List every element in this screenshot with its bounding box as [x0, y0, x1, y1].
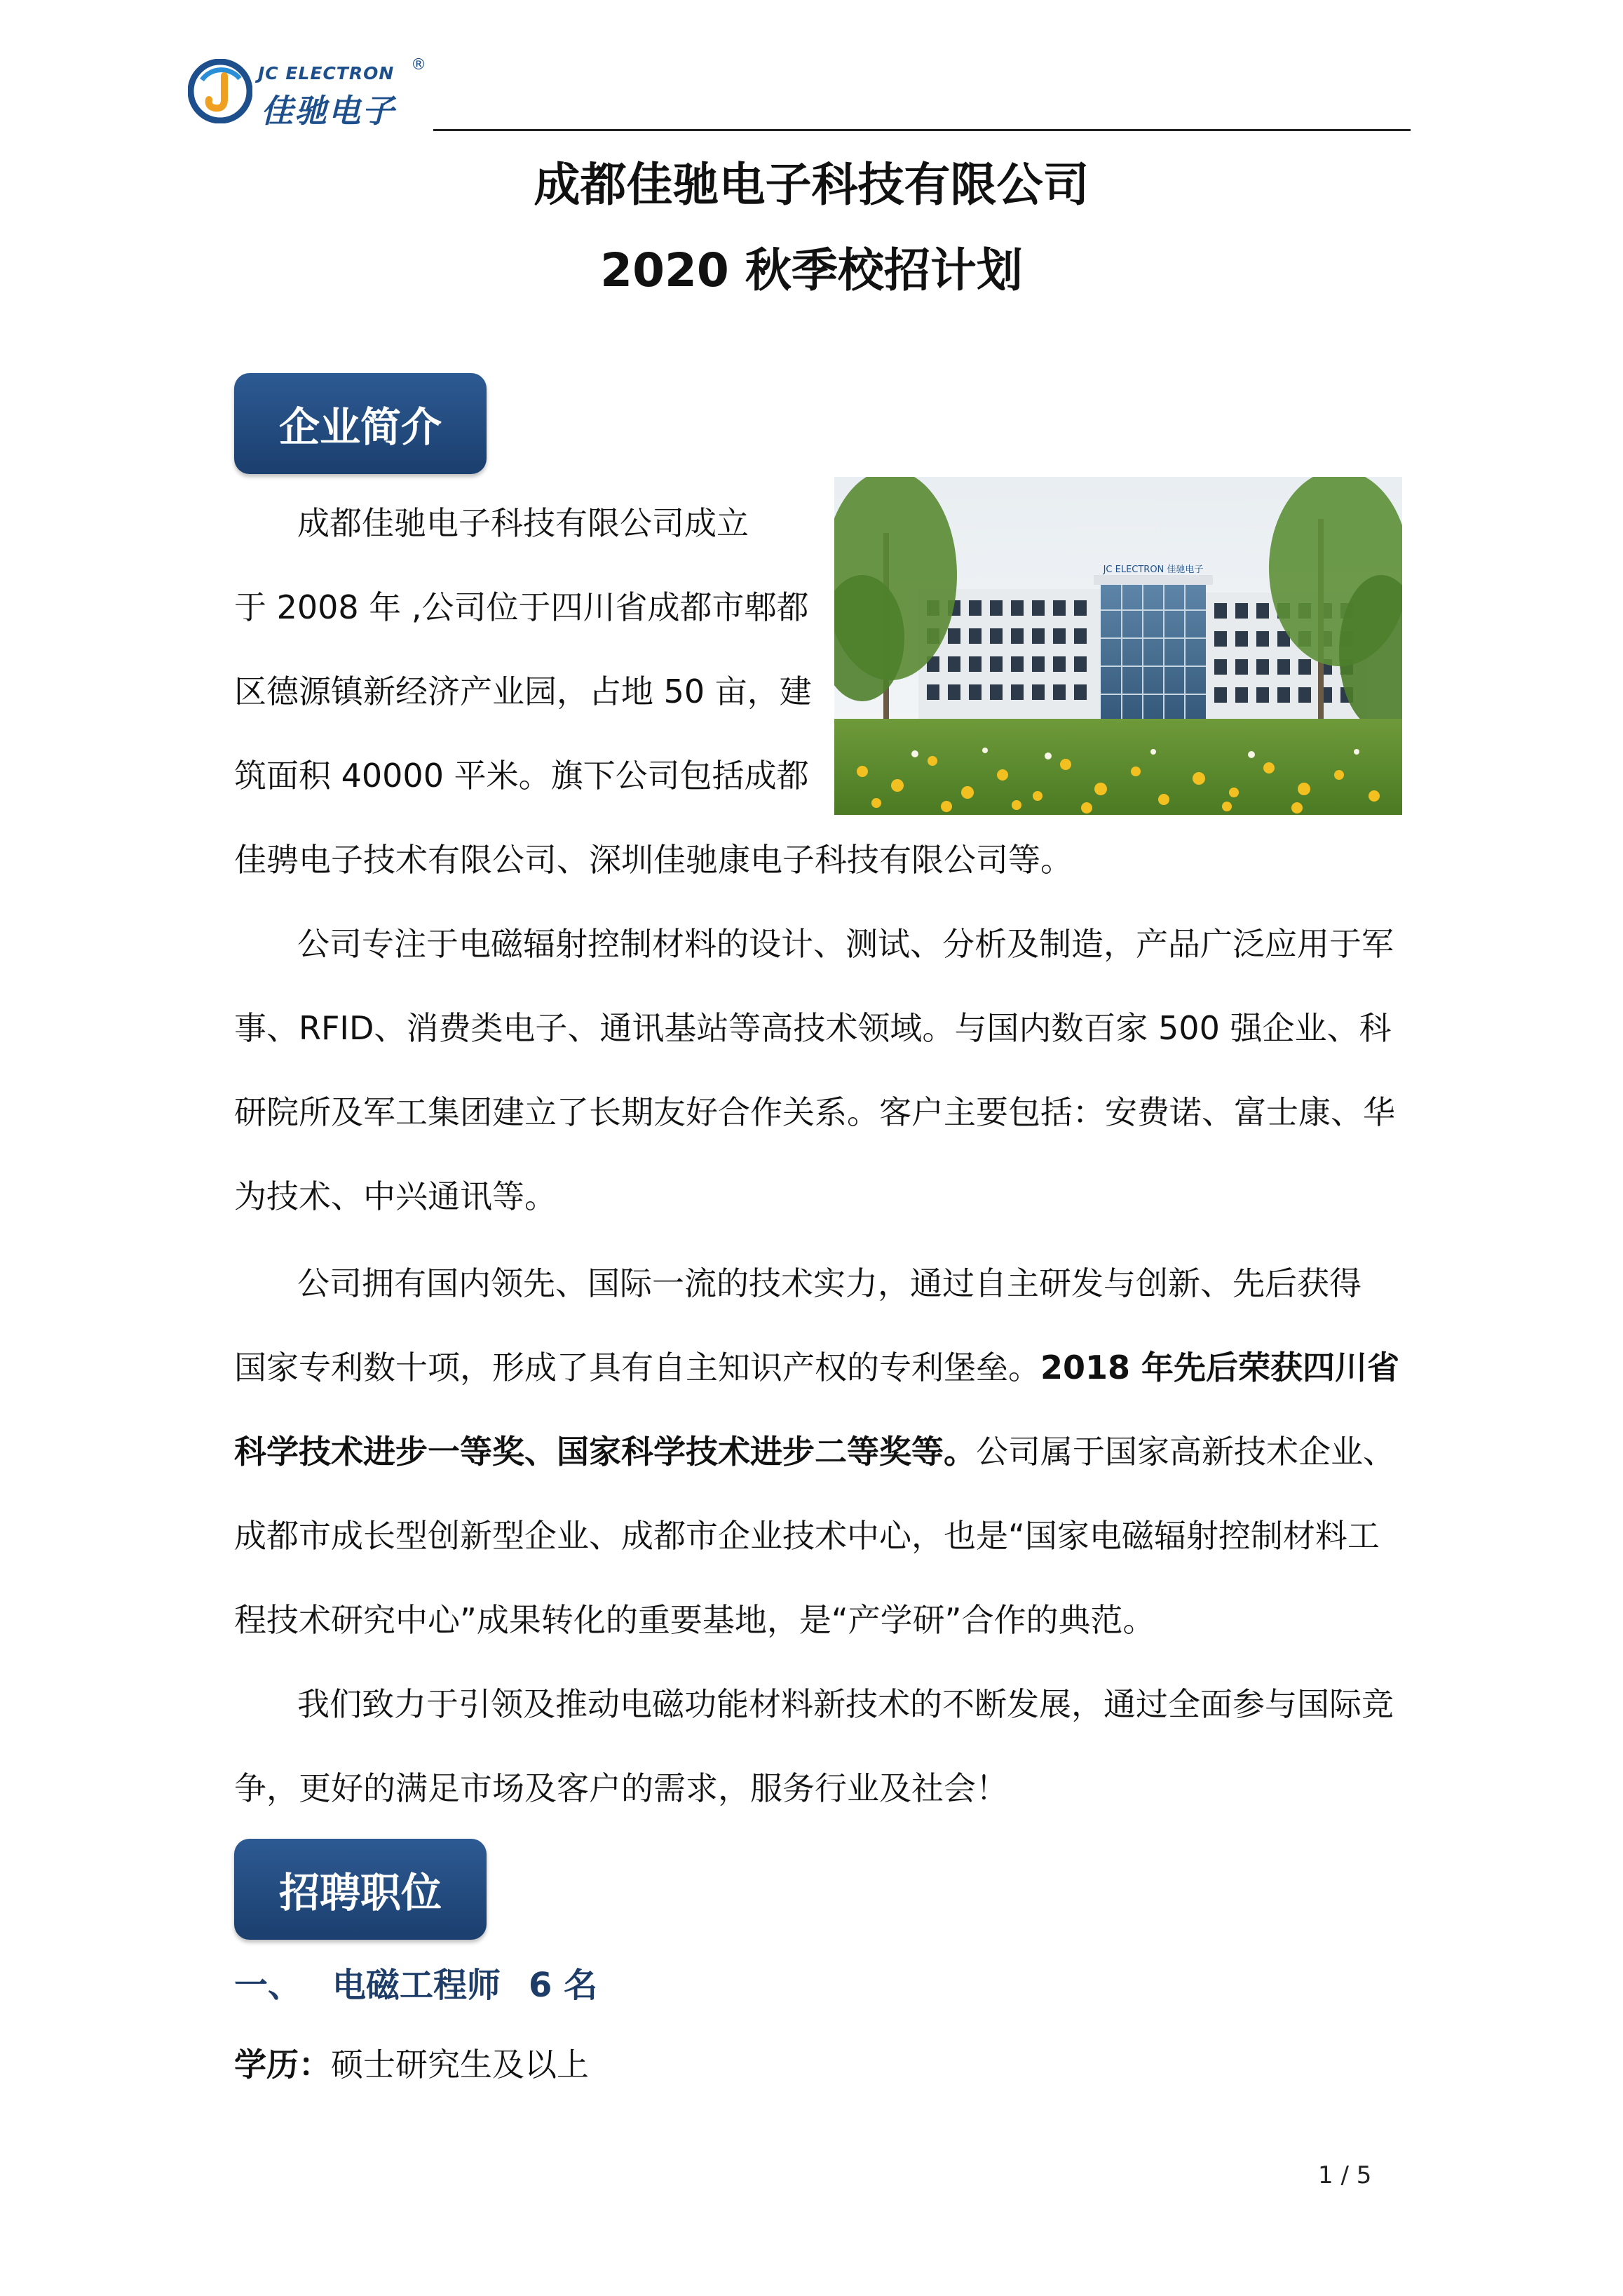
document-title: 成都佳驰电子科技有限公司 — [534, 158, 1089, 212]
paragraph-3-line-3-bold: 科学技术进步一等奖、国家科学技术进步二等奖等。 — [234, 1433, 976, 1471]
section-tag-jobs: 招聘职位 — [234, 1839, 487, 1940]
paragraph-3-line-1: 公司拥有国内领先、国际一流的技术实力，通过自主研发与创新、先后获得 — [297, 1264, 1361, 1302]
company-logo — [188, 58, 426, 128]
header-divider — [433, 129, 1411, 131]
logo-registered-mark: ® — [411, 56, 426, 74]
building-photo — [834, 477, 1402, 815]
job-1-count: 6 名 — [529, 1966, 598, 2005]
paragraph-1-line-1: 成都佳驰电子科技有限公司成立 — [297, 504, 749, 542]
paragraph-3-line-3-normal: 公司属于国家高新技术企业、 — [976, 1433, 1395, 1471]
paragraph-4-line-1: 我们致力于引领及推动电磁功能材料新技术的不断发展，通过全面参与国际竞 — [297, 1685, 1394, 1723]
paragraph-3-line-2 — [234, 1346, 1399, 1389]
paragraph-1-line-3: 区德源镇新经济产业园，占地 50 亩，建 — [234, 673, 812, 710]
job-1-title: 电磁工程师 — [332, 1966, 501, 2005]
paragraph-3-line-2-normal: 国家专利数十项，形成了具有自主知识产权的专利堡垒。 — [234, 1349, 1040, 1386]
paragraph-3-line-3 — [234, 1431, 1395, 1473]
document-subtitle: 2020 秋季校招计划 — [600, 243, 1023, 297]
paragraph-4-line-2: 争，更好的满足市场及客户的需求，服务行业及社会！ — [234, 1769, 1008, 1807]
paragraph-3-line-5: 程技术研究中心”成果转化的重要基地，是“产学研”合作的典范。 — [234, 1601, 1155, 1639]
paragraph-3-line-4: 成都市成长型创新型企业、成都市企业技术中心，也是“国家电磁辐射控制材料工 — [234, 1517, 1380, 1555]
job-1-index: 一、 — [234, 1966, 302, 2005]
education-value: 硕士研究生及以上 — [331, 2046, 589, 2084]
section-tag-about: 企业简介 — [234, 373, 487, 474]
building-photo-image — [834, 477, 1402, 815]
paragraph-2-line-3: 研院所及军工集团建立了长期友好合作关系。客户主要包括：安费诺、富士康、华 — [234, 1093, 1395, 1131]
logo-chinese-text: 佳驰电子 — [261, 92, 395, 130]
photo-building-sign: JC ELECTRON 佳驰电子 — [1103, 565, 1204, 575]
paragraph-2-line-1: 公司专注于电磁辐射控制材料的设计、测试、分析及制造，产品广泛应用于军 — [297, 925, 1394, 963]
page-number: 1 / 5 — [1318, 2161, 1372, 2189]
paragraph-1-line-5: 佳骋电子技术有限公司、深圳佳驰康电子科技有限公司等。 — [234, 841, 1073, 879]
job-1-education — [234, 2044, 589, 2086]
paragraph-2-line-2: 事、RFID、消费类电子、通讯基站等高技术领域。与国内数百家 500 强企业、科 — [234, 1009, 1392, 1047]
paragraph-1-line-4: 筑面积 40000 平米。旗下公司包括成都 — [234, 757, 809, 795]
paragraph-1-line-2: 于 2008 年 ,公司位于四川省成都市郫都 — [234, 588, 809, 626]
logo-english-text: JC ELECTRON — [258, 63, 395, 83]
logo-mark-icon — [188, 59, 252, 123]
education-label: 学历： — [234, 2046, 331, 2084]
paragraph-3-line-2-bold: 2018 年先后荣获四川省 — [1040, 1349, 1400, 1386]
paragraph-2-line-4: 为技术、中兴通讯等。 — [234, 1177, 557, 1215]
